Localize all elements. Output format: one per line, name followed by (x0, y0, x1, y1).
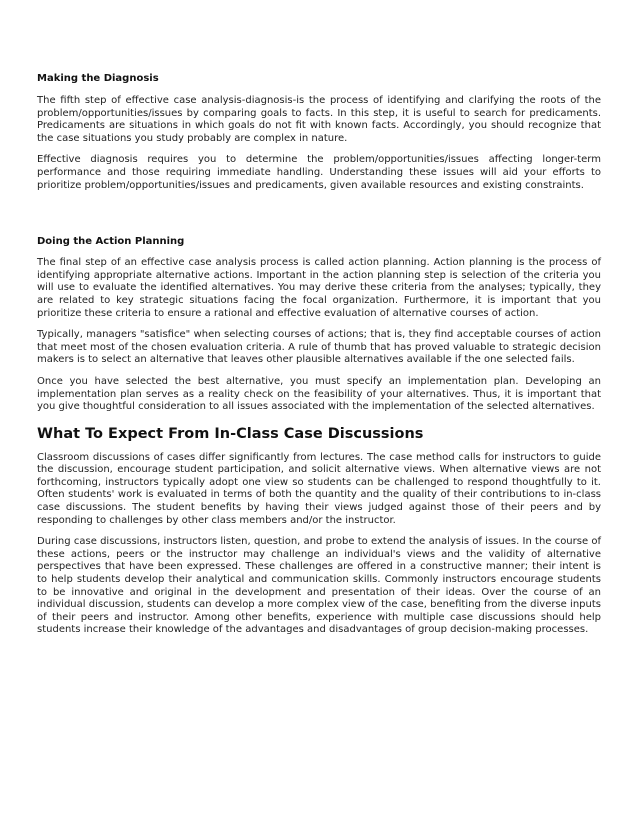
paragraph: Once you have selected the best alternative, you must specify an implementation plan. Developing an implementation plan serves as a reality check on the feasibility of your alternatives. Thus, it is important that you give thoughtful consideration to all issues associated with the implementation of the selected alternatives. (37, 375, 601, 413)
paragraph: Classroom discussions of cases differ significantly from lectures. The case method calls for instructors to guide the discussion, encourage student participation, and solicit alternative views. When alternative views are not forthcoming, instructors typically adopt one view so students can be challenged to respond thoughtfully to it. Often students' work is evaluated in terms of both the quantity and the quality of their contributions to in-class case discussions. The student benefits by having their views judged against those of their peers and by responding to challenges by other class members and/or the instructor. (37, 451, 601, 526)
paragraph: Typically, managers "satisfice" when selecting courses of actions; that is, they find acceptable courses of action that meet most of the chosen evaluation criteria. A rule of thumb that has proved valuable to strategic decision makers is to select an alternative that leaves other plausible alternatives available if the one selected fails. (37, 329, 601, 366)
paragraph: The final step of an effective case analysis process is called action planning. Action planning is the process of identifying appropriate alternative actions. Important in the action planning step is selection of the criteria you will use to evaluate the identified alternatives. You may derive these criteria from the analyses; typically, they are related to key strategic situations facing the focal organization. Furthermore, it is important that you prioritize these criteria to ensure a rational and effective evaluation of alternative courses of action. (37, 257, 601, 319)
paragraph: Effective diagnosis requires you to determine the problem/opportunities/issues affecting longer-term performance and those requiring immediate handling. Understanding these issues will aid your efforts to prioritize problem/opportunities/issues and predicaments, given available resources and existing constraints. (37, 154, 601, 191)
section-heading-action-planning: Doing the Action Planning (37, 236, 185, 248)
section-heading-diagnosis: Making the Diagnosis (37, 73, 159, 84)
paragraph: During case discussions, instructors listen, question, and probe to extend the analysis of issues. In the course of these actions, peers or the instructor may challenge an individual's views and the validity of alternative perspectives that have been expressed. These challenges are offered in a constructive manner; their intent is to help students develop their analytical and communication skills. Commonly instructors encourage students to be innovative and original in the development and presentation of their ideas. Over the course of an individual discussion, students can develop a more complex view of the case, benefiting from the diverse inputs of their peers and instructor. Among other benefits, experience with multiple case discussions should help students increase their knowledge of the advantages and disadvantages of group decision-making processes. (37, 536, 601, 636)
section-title-in-class-discussions: What To Expect From In-Class Case Discussions (37, 425, 424, 442)
paragraph: The fifth step of effective case analysis-diagnosis-is the process of identifying and clarifying the roots of the problem/opportunities/issues by comparing goals to facts. In this step, it is useful to search for predicaments. Predicaments are situations in which goals do not fit with known facts. Accordingly, you should recognize that the case situations you study probably are complex in nature. (37, 95, 601, 144)
